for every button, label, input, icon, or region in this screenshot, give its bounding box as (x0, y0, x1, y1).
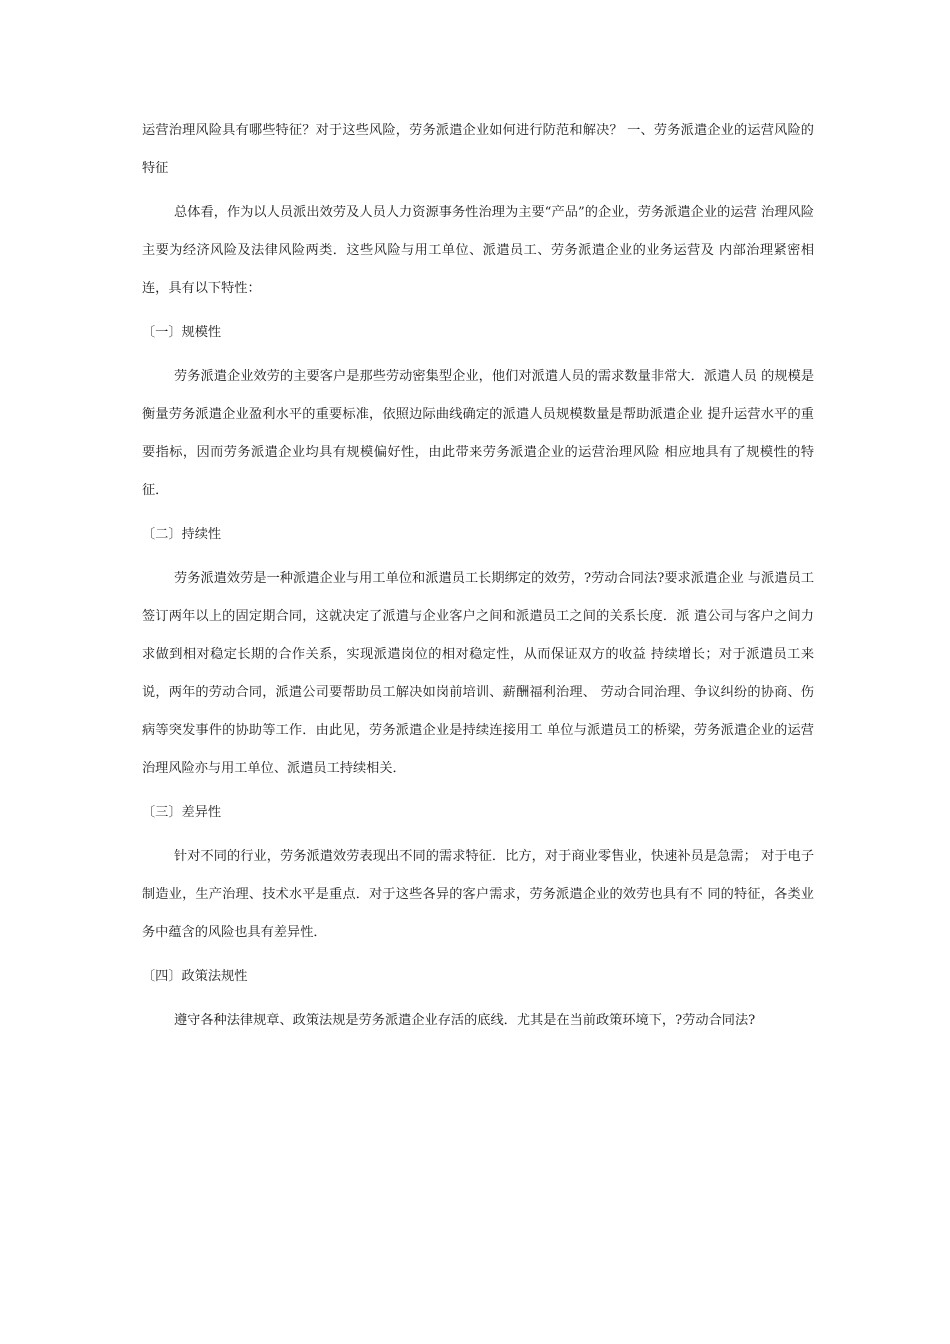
section-scale (142, 314, 814, 510)
section-body: 遵守各种法律规章、政策法规是劳务派遣企业存活的底线．尤其是在当前政策环境下，?劳动合同法? (174, 1013, 756, 1028)
section-difference (142, 794, 814, 952)
section-heading: 〔一〕规模性 (142, 325, 222, 340)
section-body: 针对不同的行业，劳务派遣效劳表现出不同的需求特征．比方，对于商业零售业，快速补员是急需； 对于电子制造业，生产治理、技术水平是重点．对于这些各异的客户需求，劳务派遣企业的效劳也具有不 同的特征，各类业务中蕴含的风险也具有差异性． (142, 849, 815, 940)
section-body: 劳务派遣企业效劳的主要客户是那些劳动密集型企业，他们对派遣人员的需求数量非常大．派遣人员 的规模是衡量劳务派遣企业盈利水平的重要标准，依照边际曲线确定的派遣人员规模数量是帮助派遣企业 提升运营水平的重要指标，因而劳务派遣企业均具有规模偏好性，由此带来劳务派遣企业的运营治理风险 相应地具有了规模性的特征． (142, 369, 814, 498)
section-heading: 〔二〕持续性 (142, 527, 222, 542)
section-body: 劳务派遣效劳是一种派遣企业与用工单位和派遣员工长期绑定的效劳，?劳动合同法?要求派遣企业 与派遣员工签订两年以上的固定期合同，这就决定了派遣与企业客户之间和派遣员工之间的关系长度．派 遣公司与客户之间力求做到相对稳定长期的合作关系，实现派遣岗位的相对稳定性，从而保证双方的收益 持续增长；对于派遣员工来说，两年的劳动合同，派遣公司要帮助员工解决如岗前培训、薪酬福利治理、 劳动合同治理、争议纠纷的协商、伤病等突发事件的协助等工作．由此见，劳务派遣企业是持续连接用工 单位与派遣员工的桥梁，劳务派遣企业的运营治理风险亦与用工单位、派遣员工持续相关． (142, 571, 814, 776)
section-heading: 〔四〕政策法规性 (142, 969, 248, 984)
section-policy (142, 958, 814, 1040)
section-heading: 〔三〕差异性 (142, 805, 222, 820)
intro-paragraph: 运营治理风险具有哪些特征？对于这些风险，劳务派遣企业如何进行防范和解决？ 一、劳务派遣企业的运营风险的特征 (142, 123, 814, 176)
section-continuity (142, 516, 814, 788)
document-page (142, 112, 814, 1040)
overview-paragraph: 总体看，作为以人员派出效劳及人员人力资源事务性治理为主要“产品”的企业，劳务派遣企业的运营 治理风险主要为经济风险及法律风险两类．这些风险与用工单位、派遣员工、劳务派遣企业的业务运营及 内部治理紧密相连，具有以下特性： (142, 205, 814, 296)
